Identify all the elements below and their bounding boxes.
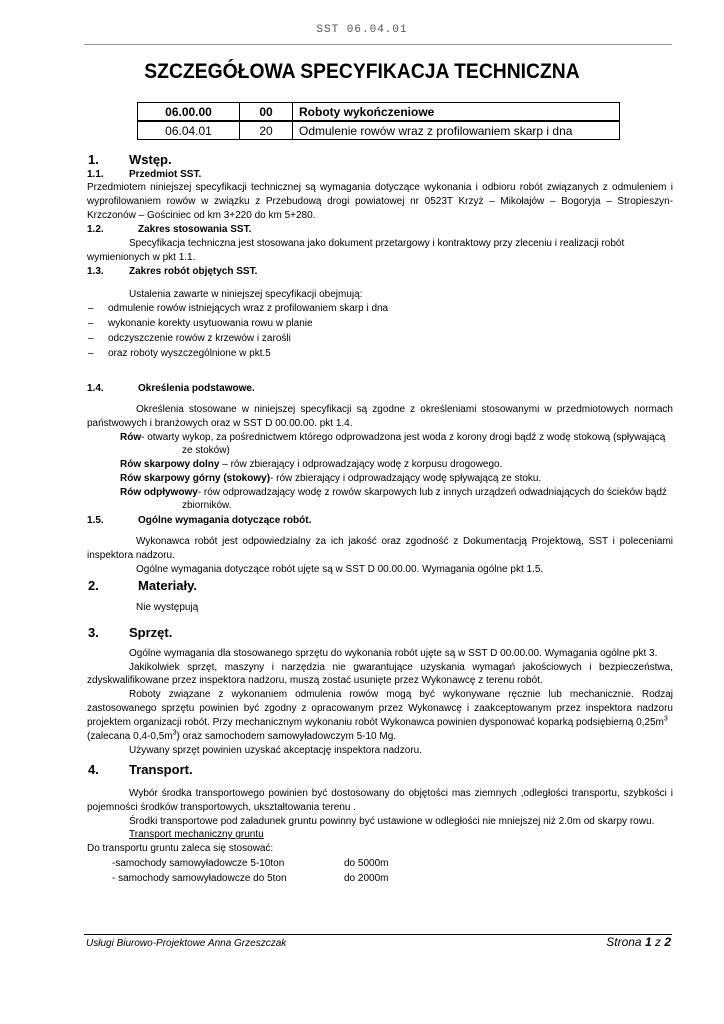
subsection-title: Określenia podstawowe.: [138, 383, 255, 394]
subsection-number: 1.2.: [87, 224, 104, 235]
subsection-number: 1.3.: [87, 266, 104, 277]
paragraph-line: [87, 717, 668, 730]
paragraph-line: pojemności środków transportowych, ukształtowania terenu .: [87, 802, 357, 813]
definition-cont: ze stoków): [182, 445, 230, 456]
paragraph-line: Roboty związane z wykonaniem odmulenia rowów mogą być wykonywane ręcznie lub mechanicznie. Rodzaj: [129, 689, 673, 700]
section-title: Materiały.: [138, 578, 198, 593]
table-row: [138, 103, 620, 122]
paragraph-line: Określenia stosowane w niniejszej specyfikacji są zgodne z określeniami stosowanymi w przedmiotowych normach: [136, 404, 673, 415]
paragraph-line: inspektora nadzoru.: [87, 550, 175, 561]
paragraph-line: Specyfikacja techniczna jest stosowana jako dokument przetargowy i kontraktowy przy zleceniu i realizacji robót: [129, 238, 625, 249]
header-divider: [84, 44, 672, 45]
definition-text: - rów zbierający i odprowadzający wodę spływającą ze stoku.: [270, 473, 542, 484]
section-number: 1.: [88, 152, 99, 167]
section-title: Sprzęt.: [129, 625, 173, 640]
definition: [120, 459, 502, 472]
paragraph-line: wyprofilowaniem rowów w związku z Przebudową drogi powiatowej nr 0523T Krzyż – Mikołajów – Bogoryja – Stropieszyn-: [87, 196, 673, 207]
subsection-title: Zakres robót objętych SST.: [129, 266, 258, 277]
subsection-title: Ogólne wymagania dotyczące robót.: [138, 515, 312, 526]
definition-cont: zbiorników.: [182, 500, 232, 511]
text: (zalecana 0,4-0,5m: [87, 731, 173, 742]
subsection-number: 1.5.: [87, 515, 104, 526]
definition-term: Rów skarpowy górny (stokowy): [120, 473, 271, 484]
paragraph-line: Ogólne wymagania dotyczące robót ujęte są w SST D 00.00.00. Wymagania ogólne pkt 1.5.: [136, 564, 544, 575]
definition-text: – rów zbierający i odprowadzający wodę z korpusu drogowego.: [219, 459, 503, 470]
definition-text: - otwarty wykop, za pośrednictwem którego odprowadzona jest woda z korony drogi bądź z wodę stokową (spływającą: [141, 432, 666, 443]
page-of: z: [654, 935, 661, 949]
subsection-number: 1.1.: [87, 169, 104, 180]
total-pages: 2: [664, 935, 671, 949]
paragraph-line: Krzczonów – Gościniec od km 3+220 do km 5+280.: [87, 210, 316, 221]
section-number: 3.: [88, 625, 99, 640]
page-label: Strona: [606, 935, 642, 949]
paragraph-line: [87, 731, 396, 744]
document-title: SZCZEGÓŁOWA SPECYFIKACJA TECHNICZNA: [144, 60, 580, 83]
paragraph-line: Używany sprzęt powinien uzyskać akceptację inspektora nadzoru.: [129, 745, 422, 756]
paragraph-line: Wybór środka transportowego powinien być dostosowany do objętości mas ziemnych ,odległości transportu, szybkości i: [129, 788, 673, 799]
paragraph-line: wymienionych w pkt 1.1.: [87, 252, 196, 263]
paragraph-line: Środki transportowe pod załadunek gruntu powinny być ustawione w odległości nie mniejszej niż 2.0m od skarpy rowu.: [129, 816, 655, 827]
paragraph-line: Ustalenia zawarte w niniejszej specyfikacji obejmują:: [129, 289, 363, 300]
bullet-dash: –: [88, 333, 94, 344]
definition: [120, 487, 667, 500]
paragraph-line: zdyskwalifikowane przez inspektora nadzoru, muszą zostać usunięte przez Wykonawcę z terenu robót.: [87, 675, 543, 686]
list-item: odczyszczenie rowów z krzewów i zarośli: [108, 333, 291, 344]
code-cell: 06.00.00: [138, 103, 240, 122]
bullet-dash: –: [88, 348, 94, 359]
section-title: Wstęp.: [129, 152, 172, 167]
list-item: -samochody samowyładowcze 5-10ton: [112, 858, 285, 869]
desc-cell: Odmulenie rowów wraz z profilowaniem skarp i dna: [293, 121, 620, 140]
definition: [120, 473, 541, 486]
num-cell: 00: [240, 103, 293, 122]
subsection-number: 1.4.: [87, 383, 104, 394]
section-title: Transport.: [129, 762, 193, 777]
desc-cell: Roboty wykończeniowe: [293, 103, 620, 122]
subsection-title: Przedmiot SST.: [129, 169, 202, 180]
paragraph-line: Jakikolwiek sprzęt, maszyny i narzędzia nie gwarantujące uzyskania wymagań jakościowych i bezpieczeństwa,: [129, 662, 673, 673]
list-item: oraz roboty wyszczególnione w pkt.5: [108, 348, 271, 359]
superscript: 3: [663, 715, 668, 723]
bullet-dash: –: [88, 318, 94, 329]
paragraph-line: Do transportu gruntu zaleca się stosować:: [87, 843, 274, 854]
text: projektem organizacji robót. Przy mechanicznym wykonaniu robót Wykonawca powinien dysponować koparką podsiębierną 0,25m: [87, 717, 664, 728]
code-cell: 06.04.01: [138, 121, 240, 140]
subsection-title: Zakres stosowania SST.: [138, 224, 252, 235]
bullet-dash: –: [88, 303, 94, 314]
paragraph-line: Nie występują: [136, 602, 199, 613]
paragraph-line: Wykonawca robót jest odpowiedzialny za ich jakość oraz zgodność z Dokumentacją Projektową, SST i poleceniami: [136, 536, 673, 547]
footer-divider: [84, 934, 672, 935]
list-item-value: do 5000m: [344, 858, 389, 869]
paragraph-line: Ogólne wymagania dla stosowanego sprzętu do wykonania robót ujęte są w SST D 00.00.00. Wymagania ogólne pkt 3.: [129, 648, 658, 659]
header-code: SST 06.04.01: [316, 24, 408, 36]
section-number: 4.: [88, 762, 99, 777]
list-item: odmulenie rowów istniejących wraz z profilowaniem skarp i dna: [108, 303, 389, 314]
paragraph-line: Przedmiotem niniejszej specyfikacji technicznej są wymagania dotyczące wykonania i odbioru robót związanych z odmuleniem i: [87, 182, 673, 193]
list-item-value: do 2000m: [344, 873, 389, 884]
section-number: 2.: [88, 578, 99, 593]
definition-term: Rów: [120, 432, 142, 443]
num-cell: 20: [240, 121, 293, 140]
table-row: [138, 121, 620, 140]
definition-term: Rów skarpowy dolny: [120, 459, 220, 470]
definition-text: - rów odprowadzający wodę z rowów skarpowych lub z innych urządzeń odwadniających do ścieków bądź: [197, 487, 667, 498]
page-number: [606, 935, 671, 949]
superscript: 3: [172, 729, 177, 737]
definition: [120, 432, 673, 445]
paragraph-line: państwowych i branżowych oraz w SST D 00.00.00. pkt 1.4.: [87, 418, 353, 429]
list-item: - samochody samowyładowcze do 5ton: [112, 873, 287, 884]
current-page: 1: [644, 935, 652, 949]
codes-table: [137, 102, 620, 140]
paragraph-line: zastosowanego sprzętu powinien być zgodny z opracowanym przez Wykonawcę i zaakceptowanym przez inspektora nadzoru: [87, 703, 673, 714]
subheading: Transport mechaniczny gruntu: [129, 829, 264, 840]
definition-term: Rów odpływowy: [120, 487, 198, 498]
list-item: wykonanie korekty usytuowania rowu w planie: [108, 318, 313, 329]
footer-company: Usługi Biurowo-Projektowe Anna Grzeszczak: [86, 938, 287, 949]
text: ) oraz samochodem samowyładowczym 5-10 Mg.: [176, 731, 397, 742]
